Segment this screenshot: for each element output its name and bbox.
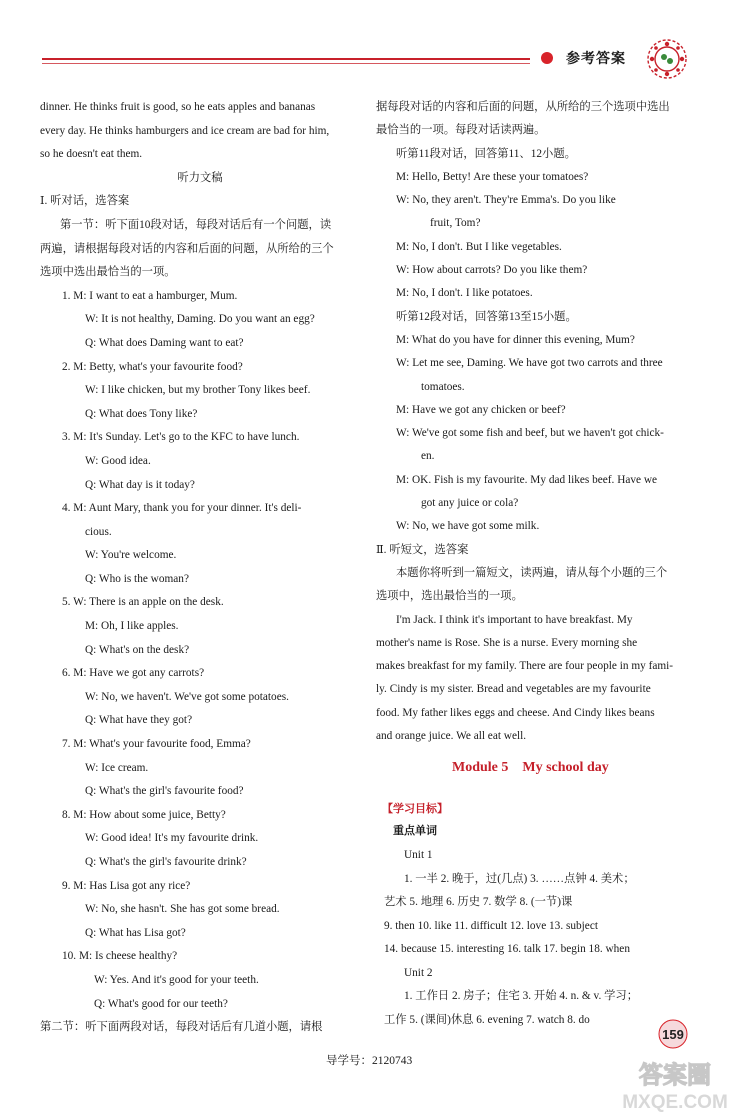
module-name: My school day [522, 760, 609, 775]
instruction-line: 第二节：听下面两段对话，每段对话后有几道小题，请根 [40, 1021, 323, 1034]
dialogue-line: fruit, Tom? [430, 217, 481, 230]
dialogue-line: W: Good idea! It's my favourite drink. [85, 832, 259, 845]
instruction-line: 听第12段对话，回答第13至15小题。 [396, 310, 577, 323]
text-line: dinner. He thinks fruit is good, so he eats apples and bananas [40, 101, 316, 113]
question-line: Q: What's good for our teeth? [94, 997, 228, 1010]
question-line: Q: What's on the desk? [85, 643, 190, 656]
instruction-line: 听第11段对话，回答第11、12小题。 [396, 147, 576, 160]
learning-goal-label: 【学习目标】 [382, 803, 448, 815]
vocab-line: 9. then 10. like 11. difficult 12. love 13. subject [384, 919, 598, 932]
instruction-line: 最恰当的一项。每段对话读两遍。 [376, 124, 546, 137]
section-heading: 听力文稿 [177, 171, 223, 184]
dialogue-line: 10. M: Is cheese healthy? [62, 950, 178, 963]
page-number-badge [655, 1017, 691, 1051]
vocab-line: 工作 5. (课间)休息 6. evening 7. watch 8. do [384, 1013, 590, 1026]
unit-label: Unit 1 [404, 849, 433, 861]
dialogue-line: M: OK. Fish is my favourite. My dad likes beef. Have we [396, 473, 658, 486]
instruction-line: 第一节：听下面10段对话，每段对话后有一个问题，读 [60, 218, 332, 231]
passage-line: food. My father likes eggs and cheese. And Cindy likes beans [376, 706, 655, 719]
header-rule-top [42, 58, 530, 60]
dialogue-line: W: You're welcome. [85, 549, 177, 562]
dialogue-line: W: Let me see, Daming. We have got two carrots and three [396, 357, 663, 370]
passage-line: and orange juice. We all eat well. [376, 730, 527, 743]
vocab-line: 1. 一半 2. 晚于，过(几点) 3. ……点钟 4. 美术； [404, 872, 635, 885]
dialogue-line: 4. M: Aunt Mary, thank you for your dinner. It's deli- [62, 502, 302, 515]
dialogue-line: M: Hello, Betty! Are these your tomatoes? [396, 170, 589, 183]
page-number: 159 [662, 1027, 684, 1042]
unit-label: Unit 2 [404, 966, 433, 979]
dialogue-line: W: Ice cream. [85, 761, 149, 774]
header-bullet-icon [541, 52, 553, 64]
instruction-line: 选项中，选出最恰当的一项。 [376, 590, 523, 603]
section-subheading: Ⅱ. 听短文，选答案 [376, 543, 469, 556]
text-line: so he doesn't eat them. [40, 148, 143, 161]
watermark-line1: 答案圈 [639, 1061, 711, 1089]
instruction-line: 据每段对话的内容和后面的问题，从所给的三个选项中选出 [376, 101, 670, 113]
dialogue-line: W: No, they aren't. They're Emma's. Do you like [396, 194, 616, 207]
dialogue-line: 3. M: It's Sunday. Let's go to the KFC to have lunch. [62, 431, 300, 444]
dialogue-line: tomatoes. [421, 380, 465, 393]
dialogue-line: 9. M: Has Lisa got any rice? [62, 879, 191, 892]
footer-guide-number: 导学号：2120743 [326, 1055, 413, 1067]
instruction-line: 本题你将听到一篇短文，读两遍，请从每个小题的三个 [396, 566, 668, 579]
dialogue-line: W: Good idea. [85, 454, 151, 467]
instruction-line: 选项中选出最恰当的一项。 [40, 266, 176, 279]
left-column [40, 96, 360, 1040]
dialogue-line: W: Yes. And it's good for your teeth. [94, 973, 259, 986]
question-line: Q: What does Daming want to eat? [85, 336, 244, 349]
dialogue-line: 2. M: Betty, what's your favourite food? [62, 360, 243, 373]
passage-line: ly. Cindy is my sister. Bread and vegetables are my favourite [376, 683, 651, 696]
question-line: Q: What's the girl's favourite food? [85, 785, 244, 798]
dialogue-line: W: No, she hasn't. She has got some bread. [85, 903, 280, 916]
passage-line: I'm Jack. I think it's important to have breakfast. My [396, 613, 633, 626]
watermark-line2: MXQE.COM [622, 1092, 728, 1113]
dialogue-line: cious. [85, 525, 112, 538]
dialogue-line: en. [421, 450, 435, 463]
dialogue-line: 1. M: I want to eat a hamburger, Mum. [62, 289, 238, 302]
dialogue-line: M: No, I don't. But I like vegetables. [396, 240, 562, 253]
section-subheading: Ⅰ. 听对话，选答案 [40, 195, 130, 208]
passage-line: mother's name is Rose. She is a nurse. Every morning she [376, 636, 638, 649]
question-line: Q: What has Lisa got? [85, 926, 186, 939]
vocab-line: 艺术 5. 地理 6. 历史 7. 数学 8. (一节)课 [384, 896, 573, 908]
dialogue-line: 5. W: There is an apple on the desk. [62, 596, 224, 609]
dialogue-line: M: Oh, I like apples. [85, 620, 179, 633]
question-line: Q: What's the girl's favourite drink? [85, 856, 247, 868]
module-title [452, 760, 609, 776]
header-title: 参考答案 [566, 52, 626, 67]
dialogue-line: W: No, we have got some milk. [396, 520, 540, 533]
dialogue-line: M: Have we got any chicken or beef? [396, 403, 566, 416]
dialogue-line: W: How about carrots? Do you like them? [396, 264, 588, 277]
instruction-line: 两遍，请根据每段对话的内容和后面的问题，从所给的三个 [40, 242, 334, 255]
dialogue-line: got any juice or cola? [421, 497, 519, 510]
vocab-line: 1. 工作日 2. 房子；住宅 3. 开始 4. n. & v. 学习； [404, 990, 638, 1002]
question-line: Q: Who is the woman? [85, 572, 189, 585]
dialogue-line: M: No, I don't. I like potatoes. [396, 287, 533, 300]
question-line: Q: What does Tony like? [85, 407, 198, 420]
passage-line: makes breakfast for my family. There are four people in my fami- [376, 660, 674, 673]
vocab-line: 14. because 15. interesting 16. talk 17. begin 18. when [384, 943, 630, 955]
question-line: Q: What day is it today? [85, 478, 195, 491]
module-number: Module 5 [452, 760, 509, 775]
watermark-logo [612, 1056, 738, 1114]
dialogue-line: W: No, we haven't. We've got some potatoes. [85, 690, 289, 703]
question-line: Q: What have they got? [85, 714, 193, 727]
keywords-label: 重点单词 [393, 825, 437, 837]
dialogue-line: M: What do you have for dinner this evening, Mum? [396, 333, 635, 346]
dialogue-line: W: It is not healthy, Daming. Do you want an egg? [85, 313, 315, 326]
vocabulary-list [384, 844, 694, 1032]
dialogue-line: 6. M: Have we got any carrots? [62, 667, 205, 680]
dialogue-line: 8. M: How about some juice, Betty? [62, 808, 226, 821]
header-flower-logo-icon [644, 36, 690, 82]
dialogue-line: W: I like chicken, but my brother Tony likes beef. [85, 384, 311, 397]
right-column [376, 96, 694, 748]
text-line: every day. He thinks hamburgers and ice cream are bad for him, [40, 124, 330, 137]
header-rule-bottom [42, 63, 530, 64]
dialogue-line: W: We've got some fish and beef, but we haven't got chick- [396, 427, 664, 440]
dialogue-line: 7. M: What's your favourite food, Emma? [62, 738, 251, 751]
